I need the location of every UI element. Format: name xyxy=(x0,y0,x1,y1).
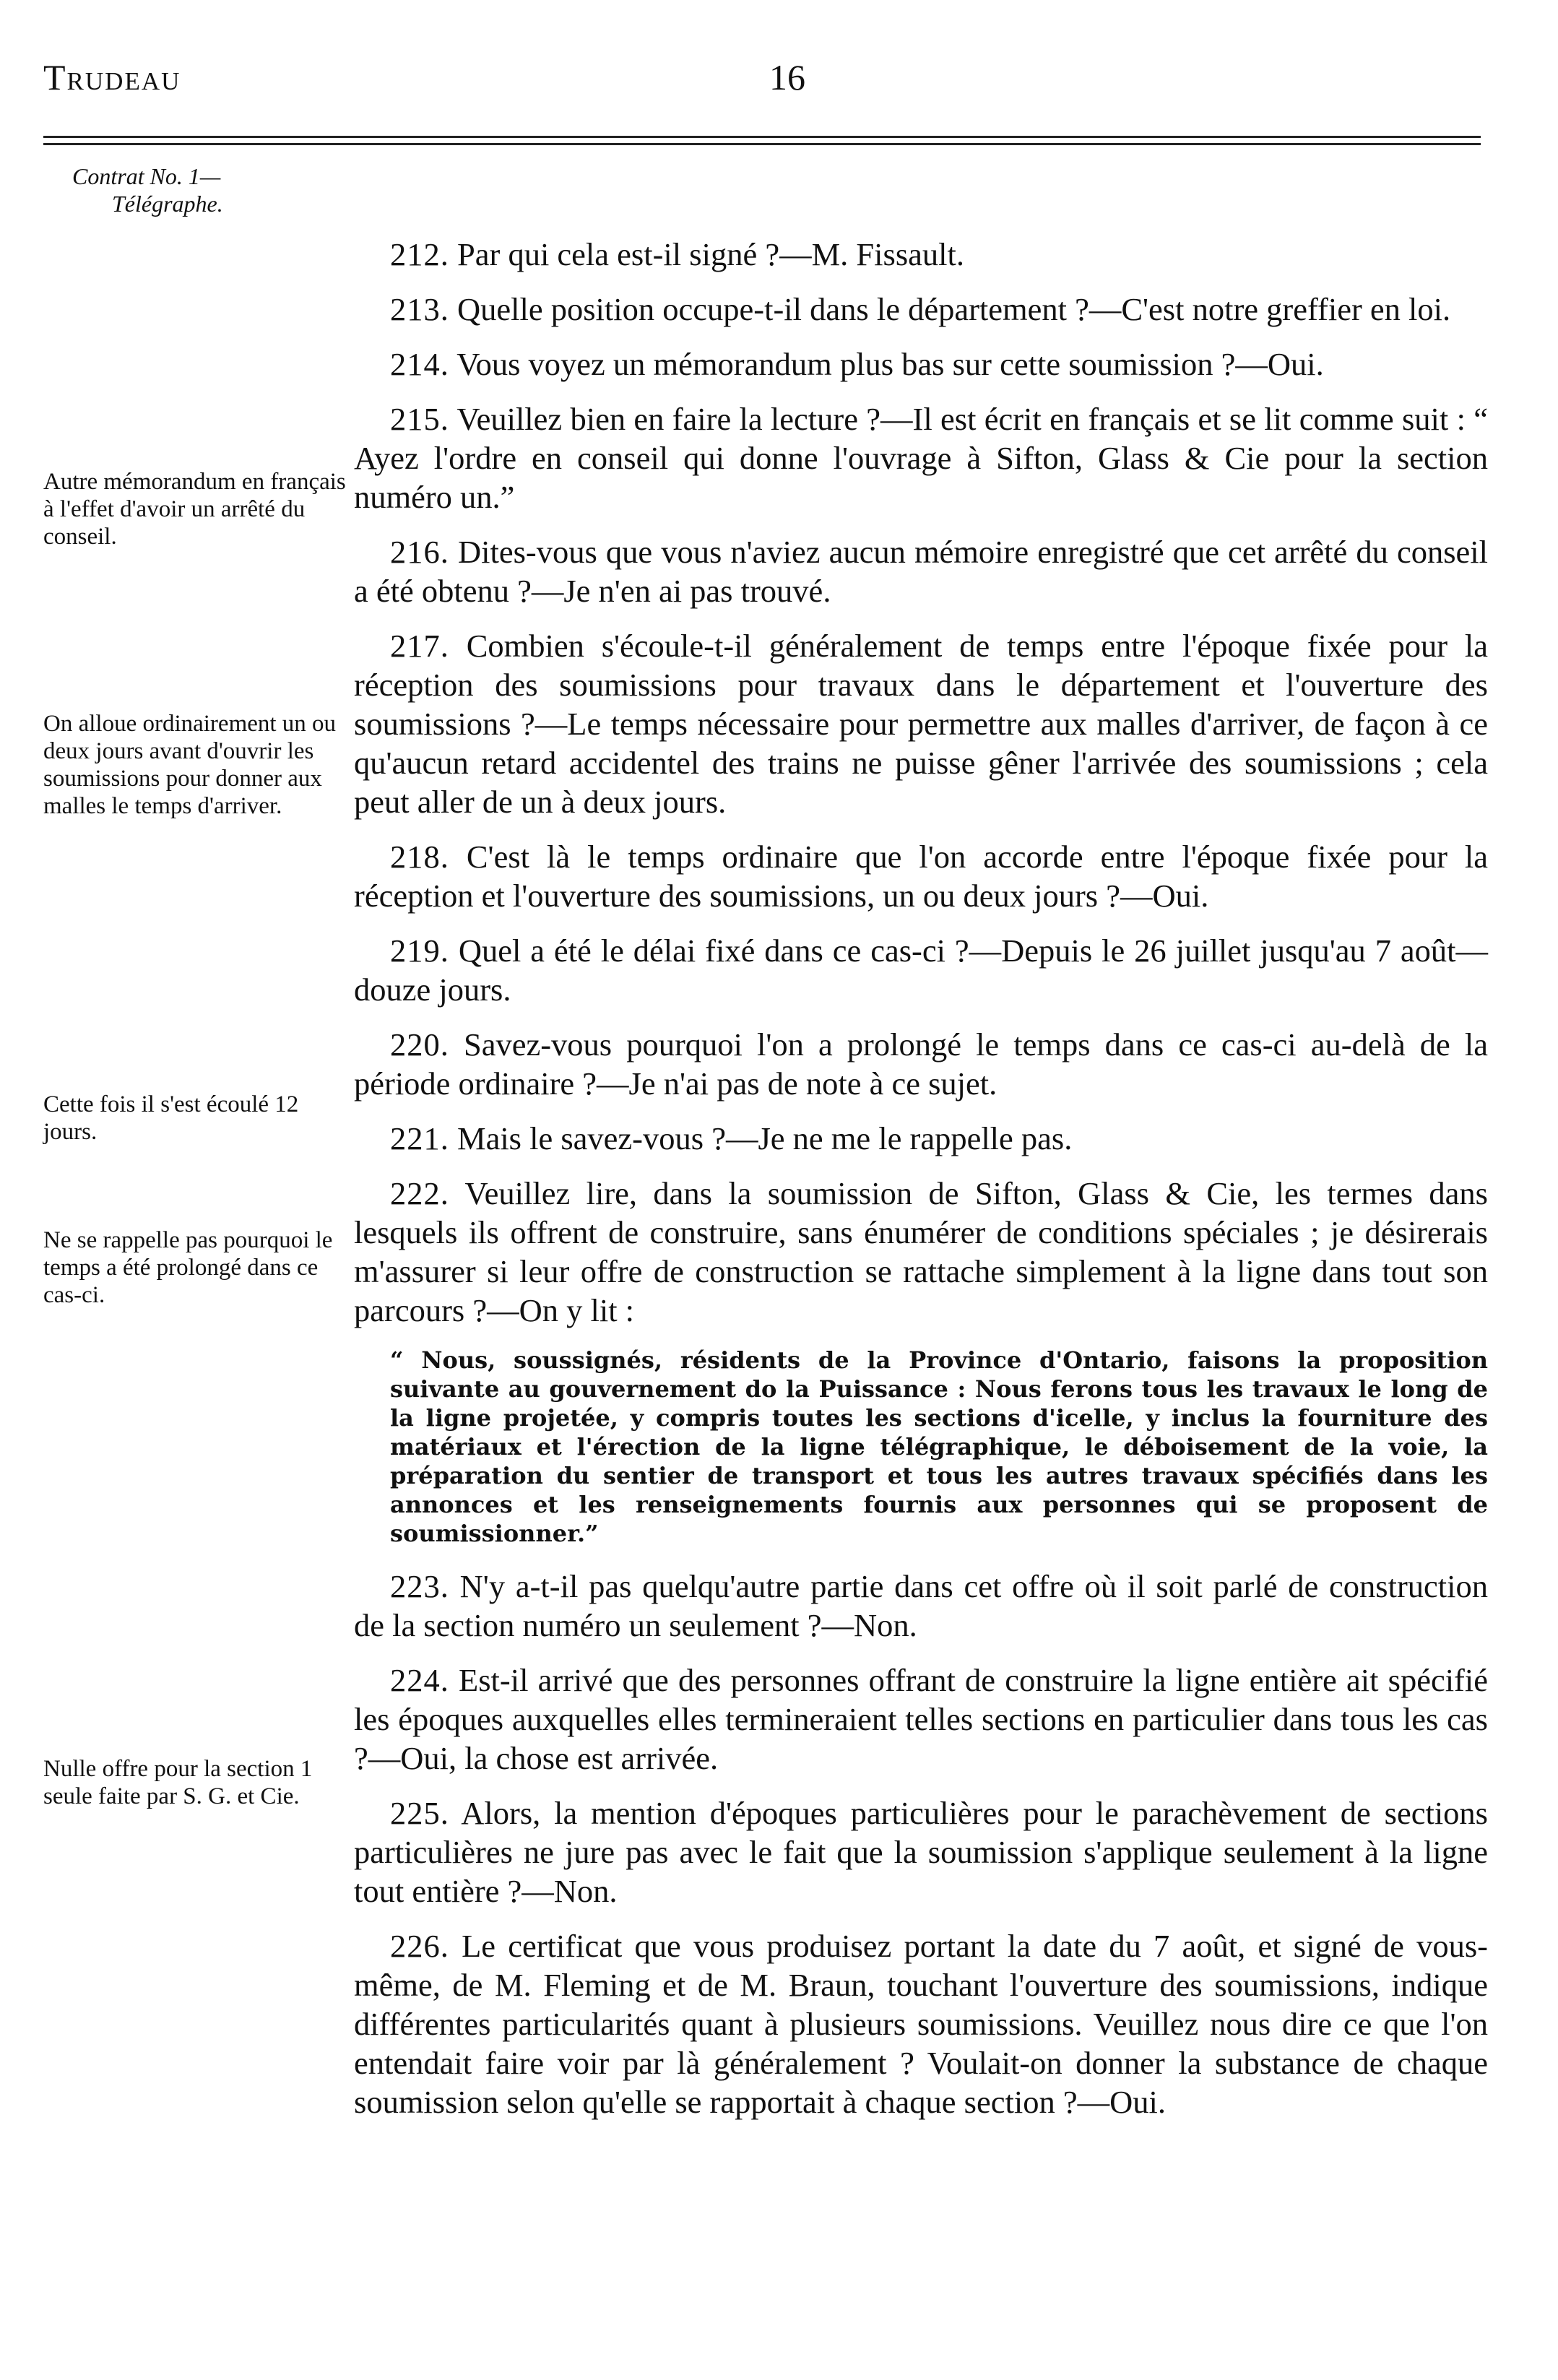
question-number: 223. xyxy=(390,1568,449,1604)
question-paragraph xyxy=(354,837,1488,915)
question-number: 218. xyxy=(390,839,449,875)
question-paragraph xyxy=(354,235,1488,274)
question-paragraph xyxy=(354,532,1488,610)
margin-heading-contract: Contrat No. 1— xyxy=(72,163,221,189)
question-number: 216. xyxy=(390,534,449,570)
question-number: 215. xyxy=(390,401,449,437)
question-text: N'y a-t-il pas quelqu'autre partie dans cet offre où il soit parlé de construction de la section numéro un seulement ?—Non. xyxy=(354,1568,1488,1643)
question-paragraph xyxy=(354,1567,1488,1645)
question-number: 222. xyxy=(390,1175,449,1211)
question-number: 213. xyxy=(390,291,449,327)
question-paragraph xyxy=(354,1926,1488,2121)
question-paragraph xyxy=(354,399,1488,516)
side-note: Nulle offre pour la section 1 seule faite par S. G. et Cie. xyxy=(43,1756,313,1809)
running-head: Trudeau xyxy=(43,57,181,98)
header-rule-double xyxy=(43,143,1481,145)
question-paragraph xyxy=(354,1793,1488,1911)
question-text: Le certificat que vous produisez portant la date du 7 août, et signé de vous-même, de M. Fleming et de M. Braun, touchant l'ouverture des soumissions, indique différentes particularités quant à plusieurs soumissions. Veuillez nous dire ce que l'on entendait faire voir par là généralement ? Voulait-on donner la substance de chaque soumission selon qu'elle se rapportait à chaque section ?—Oui. xyxy=(354,1928,1489,2120)
question-number: 225. xyxy=(390,1795,449,1831)
question-text: Quelle position occupe-t-il dans le département ?—C'est notre greffier en loi. xyxy=(457,291,1451,327)
question-number: 226. xyxy=(390,1928,449,1964)
question-number: 217. xyxy=(390,628,449,664)
side-note: Autre mémorandum en français à l'effet d'avoir un arrêté du conseil. xyxy=(43,469,346,550)
question-text: Mais le savez-vous ?—Je ne me le rappelle pas. xyxy=(457,1120,1073,1156)
question-paragraph xyxy=(354,1119,1488,1158)
question-paragraph xyxy=(354,1025,1488,1103)
question-paragraph xyxy=(354,1661,1488,1778)
question-number: 224. xyxy=(390,1662,449,1698)
testimony-body xyxy=(354,235,1488,2137)
side-note: Cette fois il s'est écoulé 12 jours. xyxy=(43,1091,299,1145)
question-text: Veuillez lire, dans la soumission de Sifton, Glass & Cie, les termes dans lesquels ils offrent de construire, sans énumérer de conditions spéciales ; je désirerais m'assurer si leur offre de construction se rattache simplement à la ligne dans tout son parcours ?—On y lit : xyxy=(354,1175,1488,1328)
question-text: Dites-vous que vous n'aviez aucun mémoire enregistré que cet arrêté du conseil a été obtenu ?—Je n'en ai pas trouvé. xyxy=(354,534,1488,609)
question-paragraph xyxy=(354,626,1488,821)
header-rule xyxy=(43,136,1481,138)
question-number: 220. xyxy=(390,1026,449,1063)
question-paragraph xyxy=(354,290,1488,329)
margin-heading xyxy=(72,163,332,217)
question-text: Vous voyez un mémorandum plus bas sur cette soumission ?—Oui. xyxy=(456,346,1324,382)
question-text: Combien s'écoule-t-il généralement de temps entre l'époque fixée pour la réception des soumissions pour travaux dans le département et l'ouverture des soumissions ?—Le temps nécessaire pour permettre aux malles d'arriver, de façon à ce qu'aucun retard accidentel des trains ne puisse gêner l'arrivée des soumissions ; cela peut aller de un à deux jours. xyxy=(354,628,1488,820)
question-number: 219. xyxy=(390,932,449,969)
question-paragraph xyxy=(354,345,1488,384)
question-text: Quel a été le délai fixé dans ce cas-ci ?—Depuis le 26 juillet jusqu'au 7 août—douze jours. xyxy=(354,932,1489,1008)
tender-quotation: “ Nous, soussignés, résidents de la Province d'Ontario, faisons la proposition suivante au gouvernement do la Puissance : Nous ferons tous les travaux le long de la ligne projetée, y compris toutes les sections d'icelle, y inclus la fourniture des matériaux et l'érection de la ligne télégraphique, le déboisement de la voie, la préparation du sentier de transport et tous les autres travaux spécifiés dans les annonces et les renseignements fournis aux personnes qui se proposent de soumissionner.” xyxy=(390,1346,1488,1547)
side-note: Ne se rappelle pas pourquoi le temps a été prolongé dans ce cas-ci. xyxy=(43,1227,333,1308)
question-number: 212. xyxy=(390,236,449,272)
question-text: Savez-vous pourquoi l'on a prolongé le temps dans ce cas-ci au-delà de la période ordinaire ?—Je n'ai pas de note à ce sujet. xyxy=(354,1026,1488,1102)
margin-heading-telegraph: Télégraphe. xyxy=(112,191,223,217)
question-text: Veuillez bien en faire la lecture ?—Il est écrit en français et se lit comme suit : “ Ayez l'ordre en conseil qui donne l'ouvrage à Sifton, Glass & Cie pour la section numéro un.” xyxy=(354,401,1488,515)
question-text: C'est là le temps ordinaire que l'on accorde entre l'époque fixée pour la réception et l'ouverture des soumissions, un ou deux jours ?—Oui. xyxy=(354,839,1488,914)
question-number: 214. xyxy=(390,346,449,382)
question-text: Est-il arrivé que des personnes offrant de construire la ligne entière ait spécifié les époques auxquelles elles termineraient telles sections en particulier dans tous les cas ?—Oui, la chose est arrivée. xyxy=(354,1662,1488,1776)
question-number: 221. xyxy=(390,1120,449,1156)
side-note: On alloue ordinairement un ou deux jours avant d'ouvrir les soumissions pour donner aux malles le temps d'arriver. xyxy=(43,711,337,819)
question-text: Par qui cela est-il signé ?—M. Fissault. xyxy=(457,236,965,272)
question-text: Alors, la mention d'époques particulières pour le parachèvement de sections particulières ne jure pas avec le fait que la soumission s'applique seulement à la ligne tout entière ?—Non. xyxy=(354,1795,1488,1909)
page-header xyxy=(43,56,1481,107)
page-number: 16 xyxy=(769,57,805,98)
question-paragraph xyxy=(354,931,1488,1009)
question-paragraph xyxy=(354,1174,1488,1330)
